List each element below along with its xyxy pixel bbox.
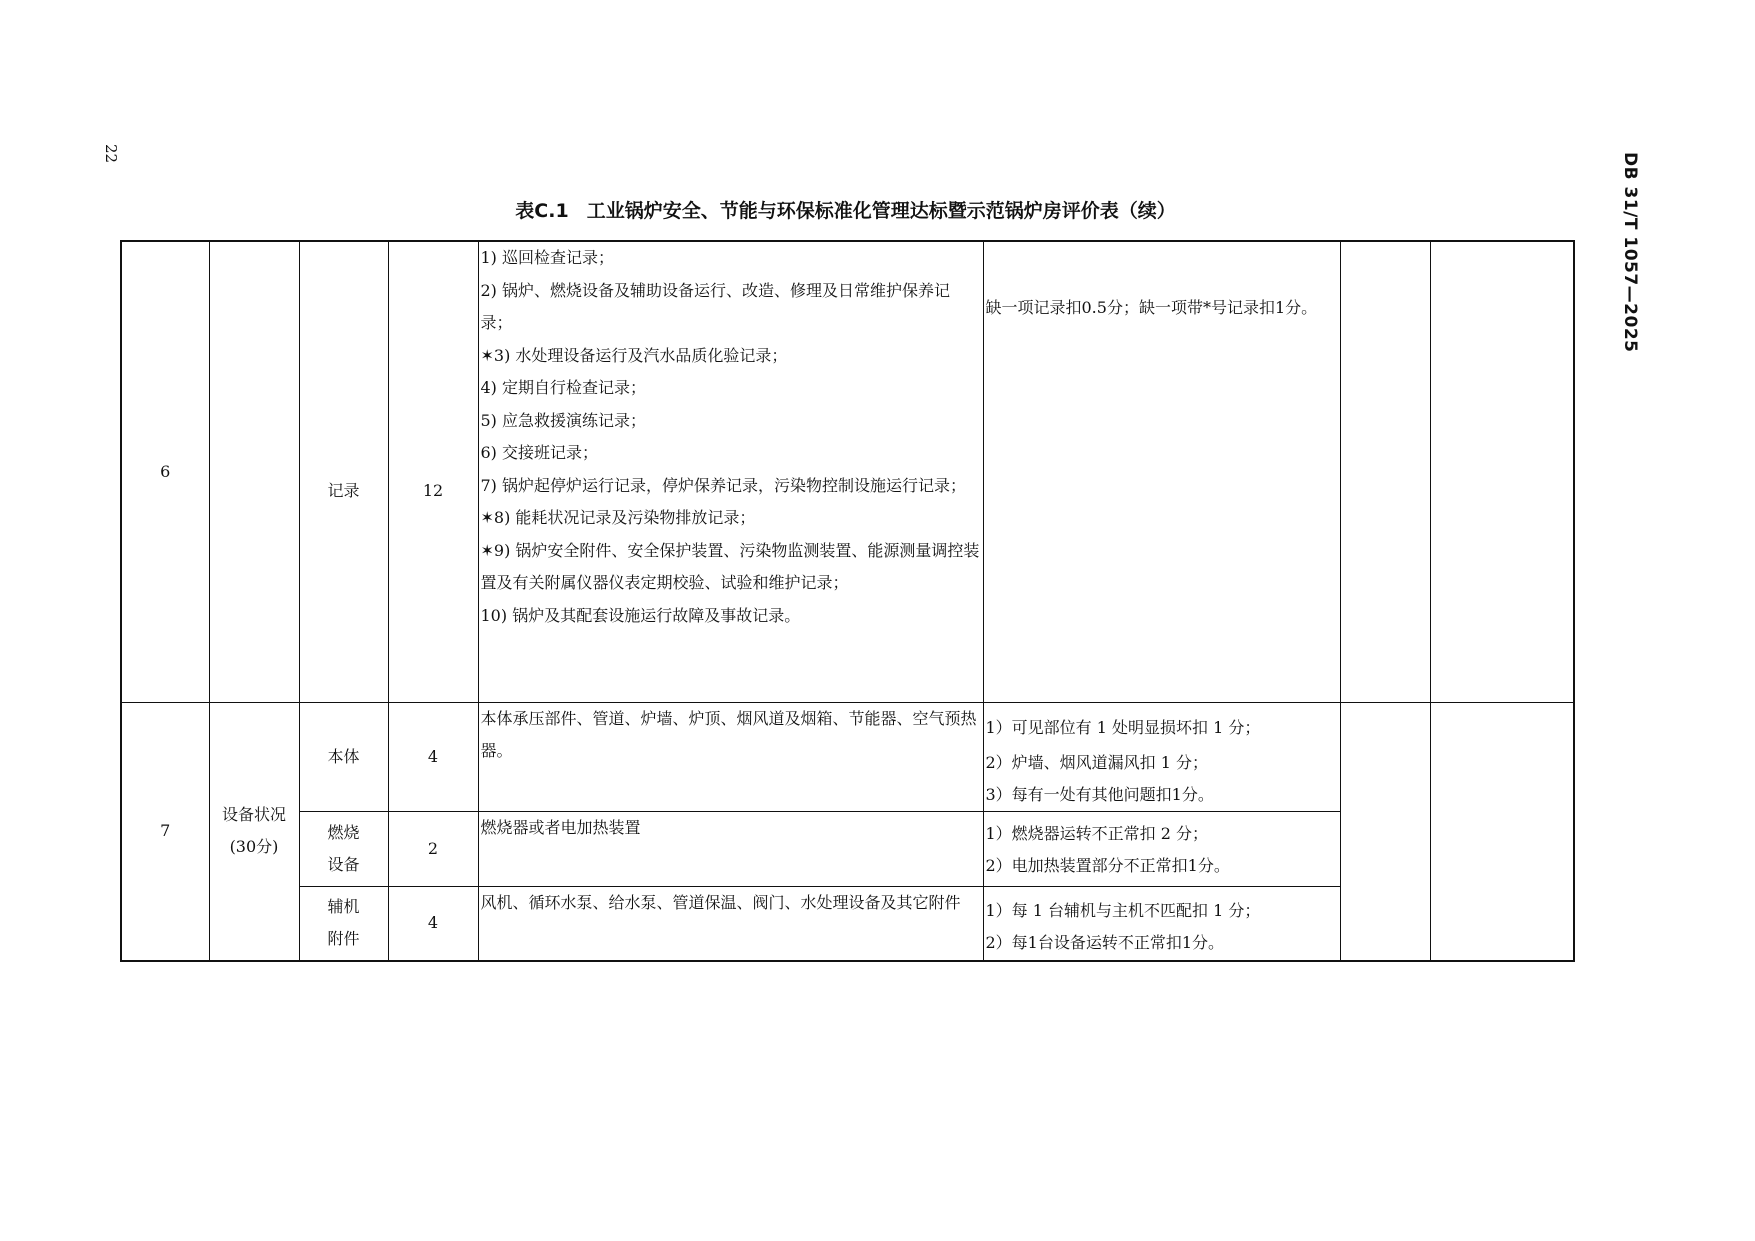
- document-code: DB 31/T 1057—2025: [1620, 152, 1640, 353]
- table-title-text: 工业锅炉安全、节能与环保标准化管理达标暨示范锅炉房评价表（续）: [586, 200, 1176, 222]
- deduction-cell: [983, 702, 1340, 811]
- deduction-cell: [983, 886, 1340, 961]
- extra-cell: [1340, 702, 1430, 961]
- deduction-item: 2）每1台设备运转不正常扣1分。: [985, 932, 1225, 952]
- item-cell: [299, 811, 388, 886]
- category-cell: [209, 702, 299, 961]
- content-cell: 燃烧器或者电加热装置: [478, 811, 983, 886]
- list-item: 2) 锅炉、燃烧设备及辅助设备运行、改造、修理及日常维护保养记录；: [480, 280, 951, 332]
- content-cell: 本体承压部件、管道、炉墙、炉顶、烟风道及烟箱、节能器、空气预热器。: [478, 702, 983, 811]
- list-item: ✶9) 锅炉安全附件、安全保护装置、污染物监测装置、能源测量调控装置及有关附属仪器仪表定期校验、试验和维护记录；: [480, 540, 980, 592]
- list-item: 10) 锅炉及其配套设施运行故障及事故记录。: [480, 605, 801, 625]
- deduction-item: 1）可见部位有 1 处明显损坏扣 1 分；: [985, 717, 1261, 737]
- extra-cell: [1430, 241, 1574, 702]
- score-cell: 4: [388, 886, 478, 961]
- table-title: [0, 196, 1691, 223]
- item-cell: [299, 886, 388, 961]
- item-line: 设备: [327, 854, 360, 874]
- deduction-item: 1）燃烧器运转不正常扣 2 分；: [985, 823, 1209, 843]
- seq-cell: 6: [121, 241, 209, 702]
- score-cell: 4: [388, 702, 478, 811]
- evaluation-table: [120, 240, 1575, 962]
- page-number: 22: [102, 144, 120, 164]
- content-cell: [478, 241, 983, 702]
- list-item: 4) 定期自行检查记录；: [480, 378, 647, 397]
- deduction-item: 1）每 1 台辅机与主机不匹配扣 1 分；: [985, 900, 1261, 920]
- score-cell: 12: [388, 241, 478, 702]
- extra-cell: [1430, 702, 1574, 961]
- category-score: (30分): [229, 837, 279, 857]
- content-cell: 风机、循环水泵、给水泵、管道保温、阀门、水处理设备及其它附件: [478, 886, 983, 961]
- category-cell: [209, 241, 299, 702]
- category-name: 设备状况: [221, 805, 286, 825]
- table-row-6: [121, 241, 1574, 702]
- item-line: 辅机: [327, 897, 360, 917]
- list-item: ✶3) 水处理设备运行及汽水品质化验记录；: [480, 345, 788, 365]
- list-item: ✶8) 能耗状况记录及污染物排放记录；: [480, 508, 756, 527]
- deduction-item: 2）炉墙、烟风道漏风扣 1 分；: [985, 752, 1209, 772]
- item-cell: 本体: [299, 702, 388, 811]
- list-item: 6) 交接班记录；: [480, 443, 599, 462]
- item-line: 燃烧: [327, 822, 360, 842]
- item-line: 附件: [327, 929, 360, 949]
- score-cell: 2: [388, 811, 478, 886]
- deduction-item: 2）电加热装置部分不正常扣1分。: [985, 855, 1230, 875]
- list-item: 5) 应急救援演练记录；: [480, 410, 647, 430]
- deduction-item: 3）每有一处有其他问题扣1分。: [985, 784, 1214, 804]
- list-item: 7) 锅炉起停炉运行记录，停炉保养记录，污染物控制设施运行记录；: [480, 475, 967, 495]
- table-caption: 表C.1: [515, 200, 569, 222]
- list-item: 1) 巡回检查记录；: [480, 248, 615, 267]
- deduction-cell: 缺一项记录扣0.5分；缺一项带*号记录扣1分。: [983, 241, 1340, 702]
- extra-cell: [1340, 241, 1430, 702]
- seq-cell: 7: [121, 702, 209, 961]
- item-cell: 记录: [299, 241, 388, 702]
- table-row-7-body: [121, 702, 1574, 811]
- deduction-cell: [983, 811, 1340, 886]
